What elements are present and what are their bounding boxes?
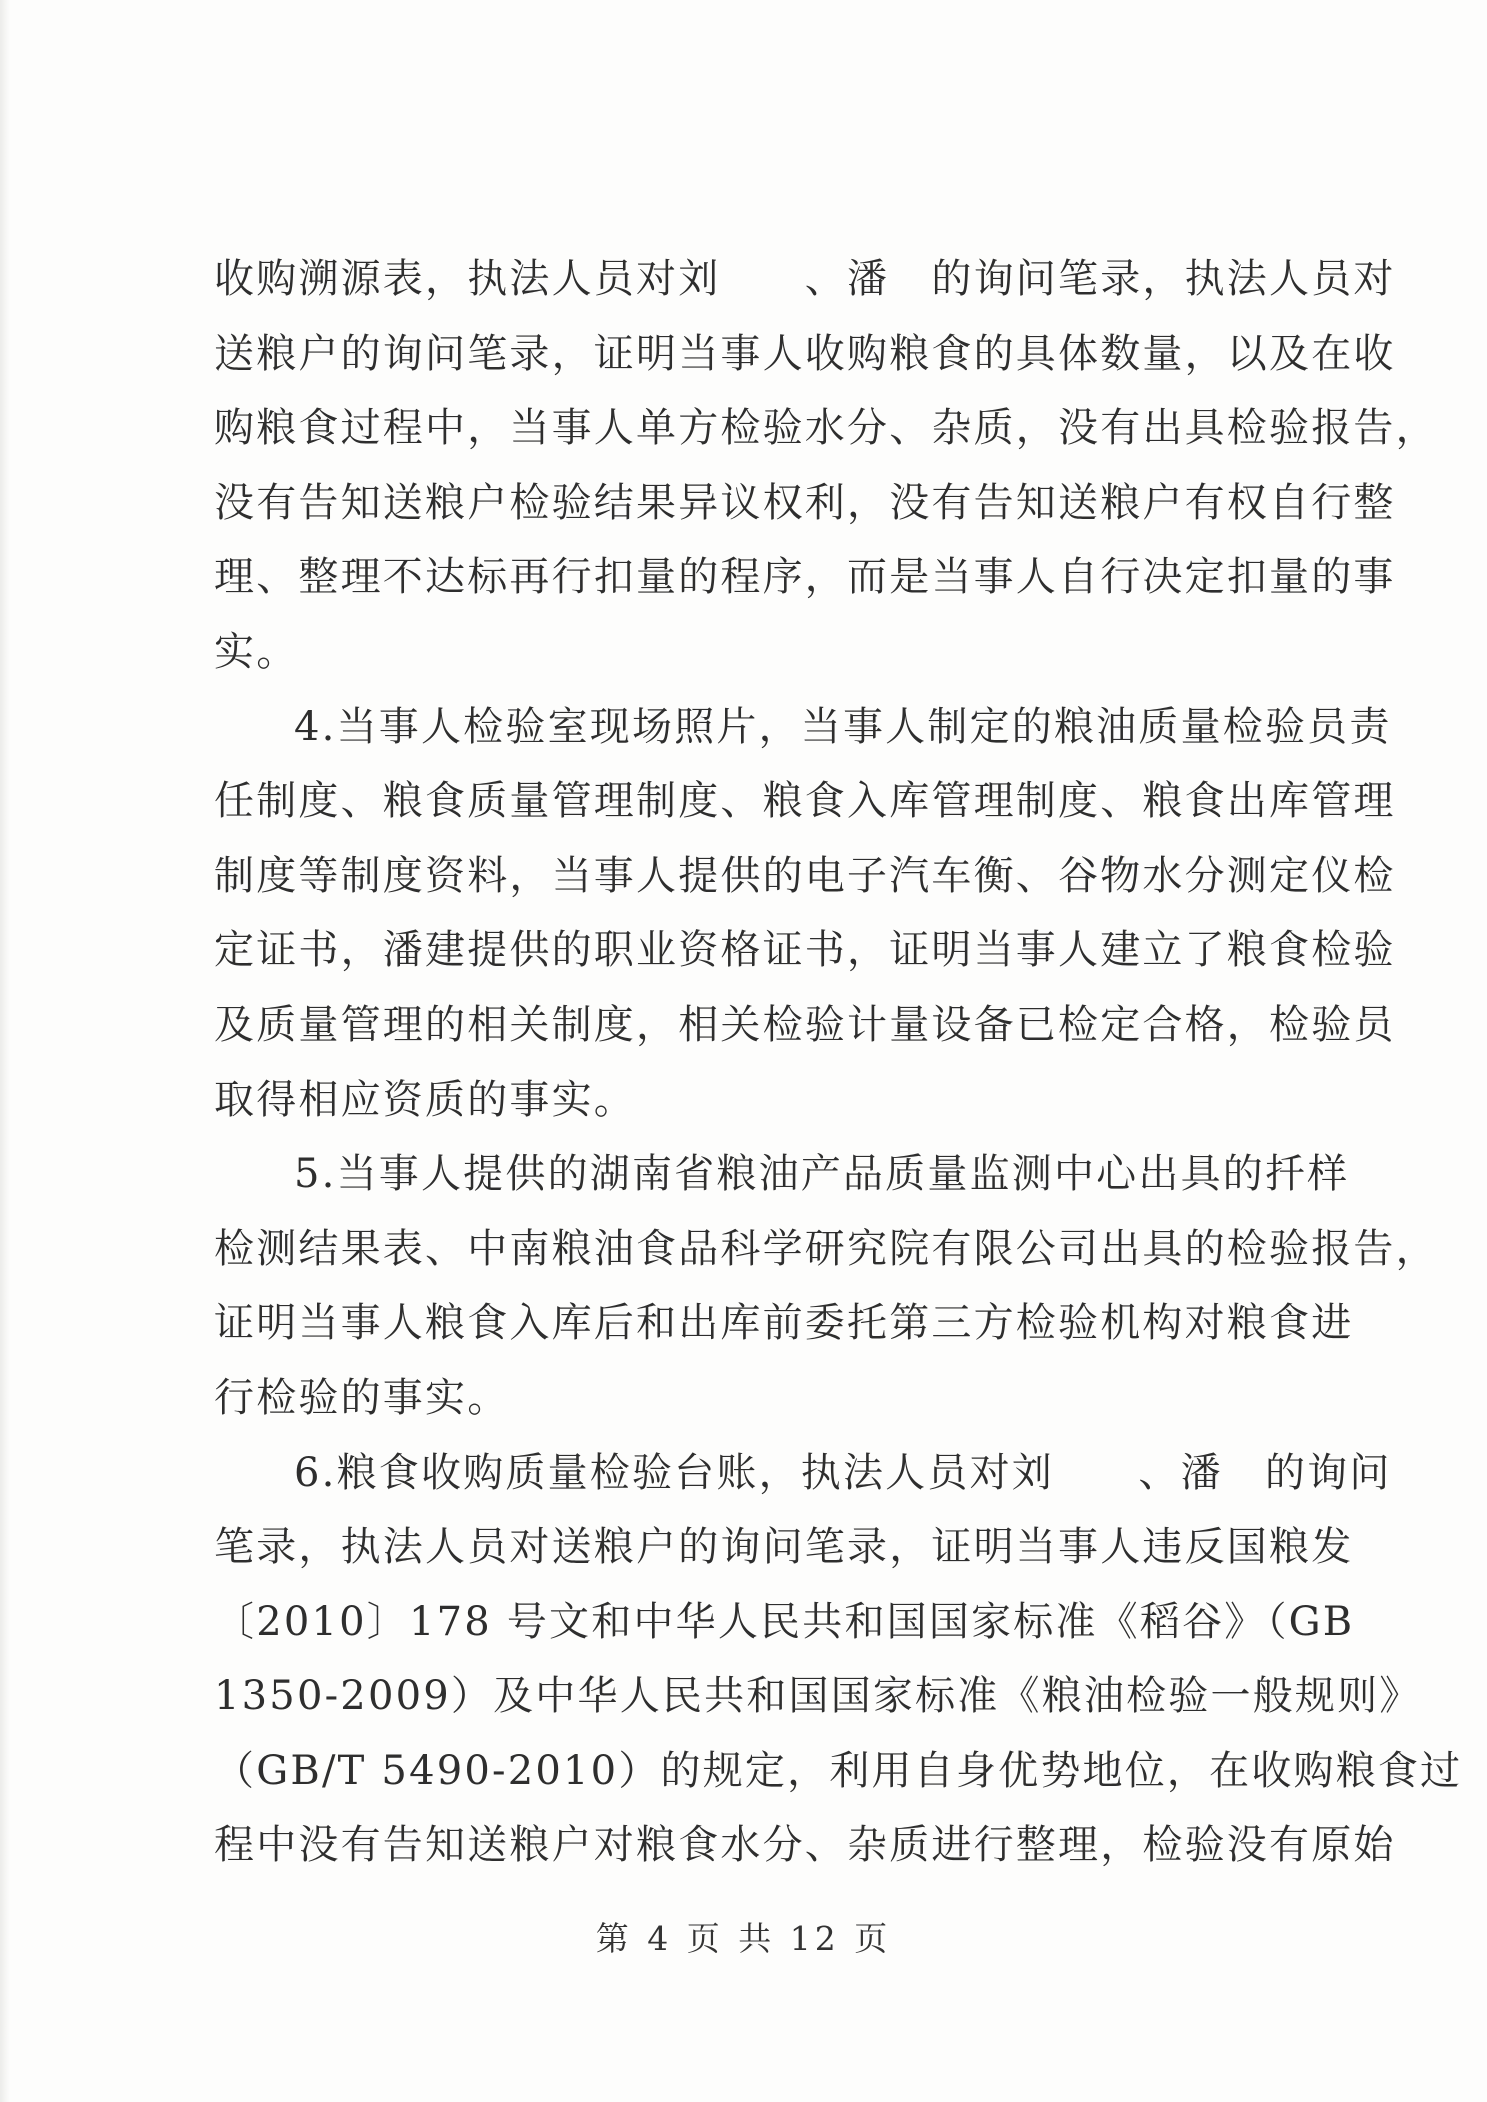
text-line: 行检验的事实。 [214, 1374, 510, 1421]
text-line: 5.当事人提供的湖南省粮油产品质量监测中心出具的扦样 [294, 1151, 1350, 1198]
text-line: 实。 [214, 628, 299, 675]
paragraph-3-continued [214, 242, 1438, 690]
paragraph-4 [214, 690, 1396, 1138]
text-line: 任制度、粮食质量管理制度、粮食入库管理制度、粮食出库管理 [214, 778, 1396, 825]
document-body [214, 242, 1463, 1883]
text-line: 6.粮食收购质量检验台账，执法人员对刘 、潘 的询问 [294, 1449, 1392, 1496]
text-line: 及质量管理的相关制度，相关检验计量设备已检定合格，检验员 [214, 1001, 1396, 1048]
text-line: 笔录，执法人员对送粮户的询问笔录，证明当事人违反国粮发 [214, 1524, 1354, 1571]
paragraph-5 [214, 1137, 1438, 1435]
text-line: 取得相应资质的事实。 [214, 1076, 636, 1123]
text-line: 检测结果表、中南粮油食品科学研究院有限公司出具的检验报告， [214, 1225, 1438, 1272]
text-line: 4.当事人检验室现场照片，当事人制定的粮油质量检验员责 [294, 703, 1392, 750]
text-line: 程中没有告知送粮户对粮食水分、杂质进行整理，检验没有原始 [214, 1822, 1396, 1869]
text-line: 〔2010〕178 号文和中华人民共和国国家标准《稻谷》（GB [214, 1598, 1355, 1645]
scan-edge [0, 0, 10, 2102]
text-line: 制度等制度资料，当事人提供的电子汽车衡、谷物水分测定仪检 [214, 852, 1396, 899]
text-line: 1350-2009）及中华人民共和国国家标准《粮油检验一般规则》 [214, 1673, 1422, 1720]
page-number-footer: 第 4 页 共 12 页 [595, 1919, 892, 1958]
text-line: 理、整理不达标再行扣量的程序，而是当事人自行决定扣量的事 [214, 554, 1396, 601]
text-line: 送粮户的询问笔录，证明当事人收购粮食的具体数量，以及在收 [214, 330, 1396, 377]
text-line: （GB/T 5490-2010）的规定，利用自身优势地位，在收购粮食过 [214, 1747, 1463, 1794]
text-line: 证明当事人粮食入库后和出库前委托第三方检验机构对粮食进 [214, 1300, 1354, 1347]
text-line: 购粮食过程中，当事人单方检验水分、杂质，没有出具检验报告， [214, 405, 1438, 452]
text-line: 定证书，潘建提供的职业资格证书，证明当事人建立了粮食检验 [214, 927, 1396, 974]
text-line: 没有告知送粮户检验结果异议权利，没有告知送粮户有权自行整 [214, 479, 1396, 526]
text-line: 收购溯源表，执法人员对刘 、潘 的询问笔录，执法人员对 [214, 256, 1396, 302]
paragraph-6 [214, 1436, 1463, 1884]
